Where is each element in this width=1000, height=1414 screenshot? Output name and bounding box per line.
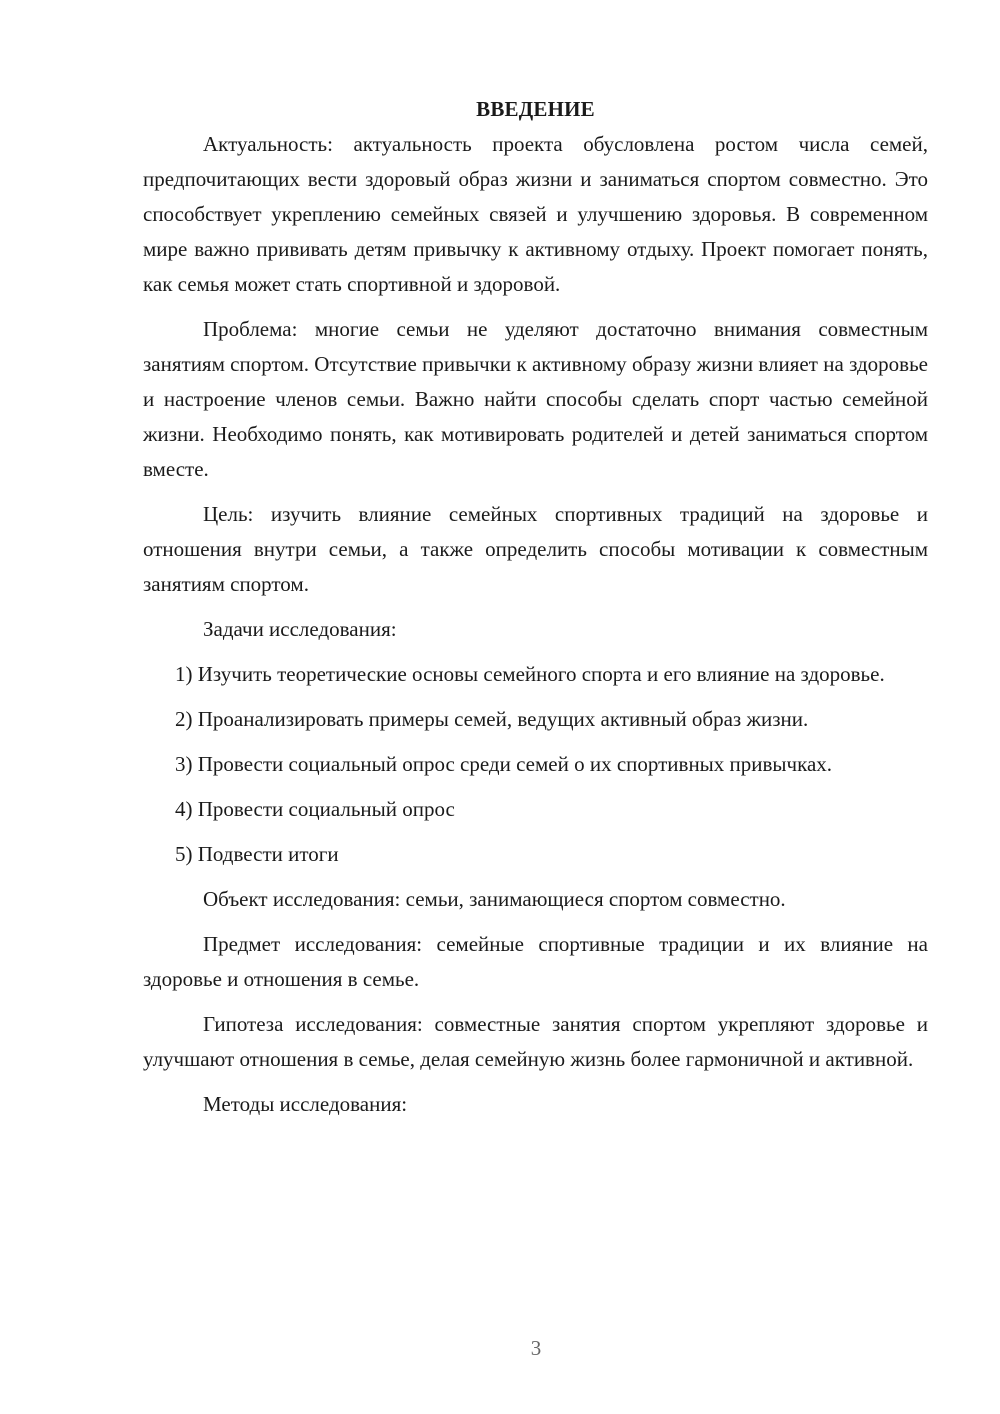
page-number: 3 (530, 1336, 542, 1360)
paragraph-problem: Проблема: многие семьи не уделяют достаточно внимания совместным занятиям спортом. Отсутствие привычки к активному образу жизни влияет на здоровье и настроение членов семьи. Важно найти способы сделать спорт частью семейной жизни. Необходимо понять, как мотивировать родителей и детей заниматься спортом вместе. (143, 317, 928, 481)
list-item: 4) Провести социальный опрос (175, 797, 455, 821)
document-page (143, 92, 928, 1122)
paragraph-relevance: Актуальность: актуальность проекта обусловлена ростом числа семей, предпочитающих вести здоровый образ жизни и заниматься спортом совместно. Это способствует укреплению семейных связей и улучшению здоровья. В современном мире важно прививать детям привычку к активному отдыху. Проект помогает понять, как семья может стать спортивной и здоровой. (143, 132, 928, 296)
list-item: 2) Проанализировать примеры семей, ведущих активный образ жизни. (175, 707, 809, 731)
paragraph-object: Объект исследования: семьи, занимающиеся спортом совместно. (203, 887, 786, 911)
methods-heading: Методы исследования: (203, 1092, 408, 1116)
paragraph-goal: Цель: изучить влияние семейных спортивных традиций на здоровье и отношения внутри семьи, а также определить способы мотивации к совместным занятиям спортом. (143, 502, 928, 596)
list-item: 5) Подвести итоги (175, 842, 339, 866)
paragraph-hypothesis: Гипотеза исследования: совместные занятия спортом укрепляют здоровье и улучшают отношения в семье, делая семейную жизнь более гармоничной и активной. (143, 1012, 928, 1071)
page-title: ВВЕДЕНИЕ (476, 97, 595, 121)
tasks-list (143, 657, 928, 872)
list-item: 1) Изучить теоретические основы семейного спорта и его влияние на здоровье. (175, 662, 885, 686)
list-item: 3) Провести социальный опрос среди семей о их спортивных привычках. (175, 752, 833, 776)
paragraph-subject: Предмет исследования: семейные спортивные традиции и их влияние на здоровье и отношения в семье. (143, 932, 928, 991)
tasks-heading: Задачи исследования: (203, 617, 397, 641)
